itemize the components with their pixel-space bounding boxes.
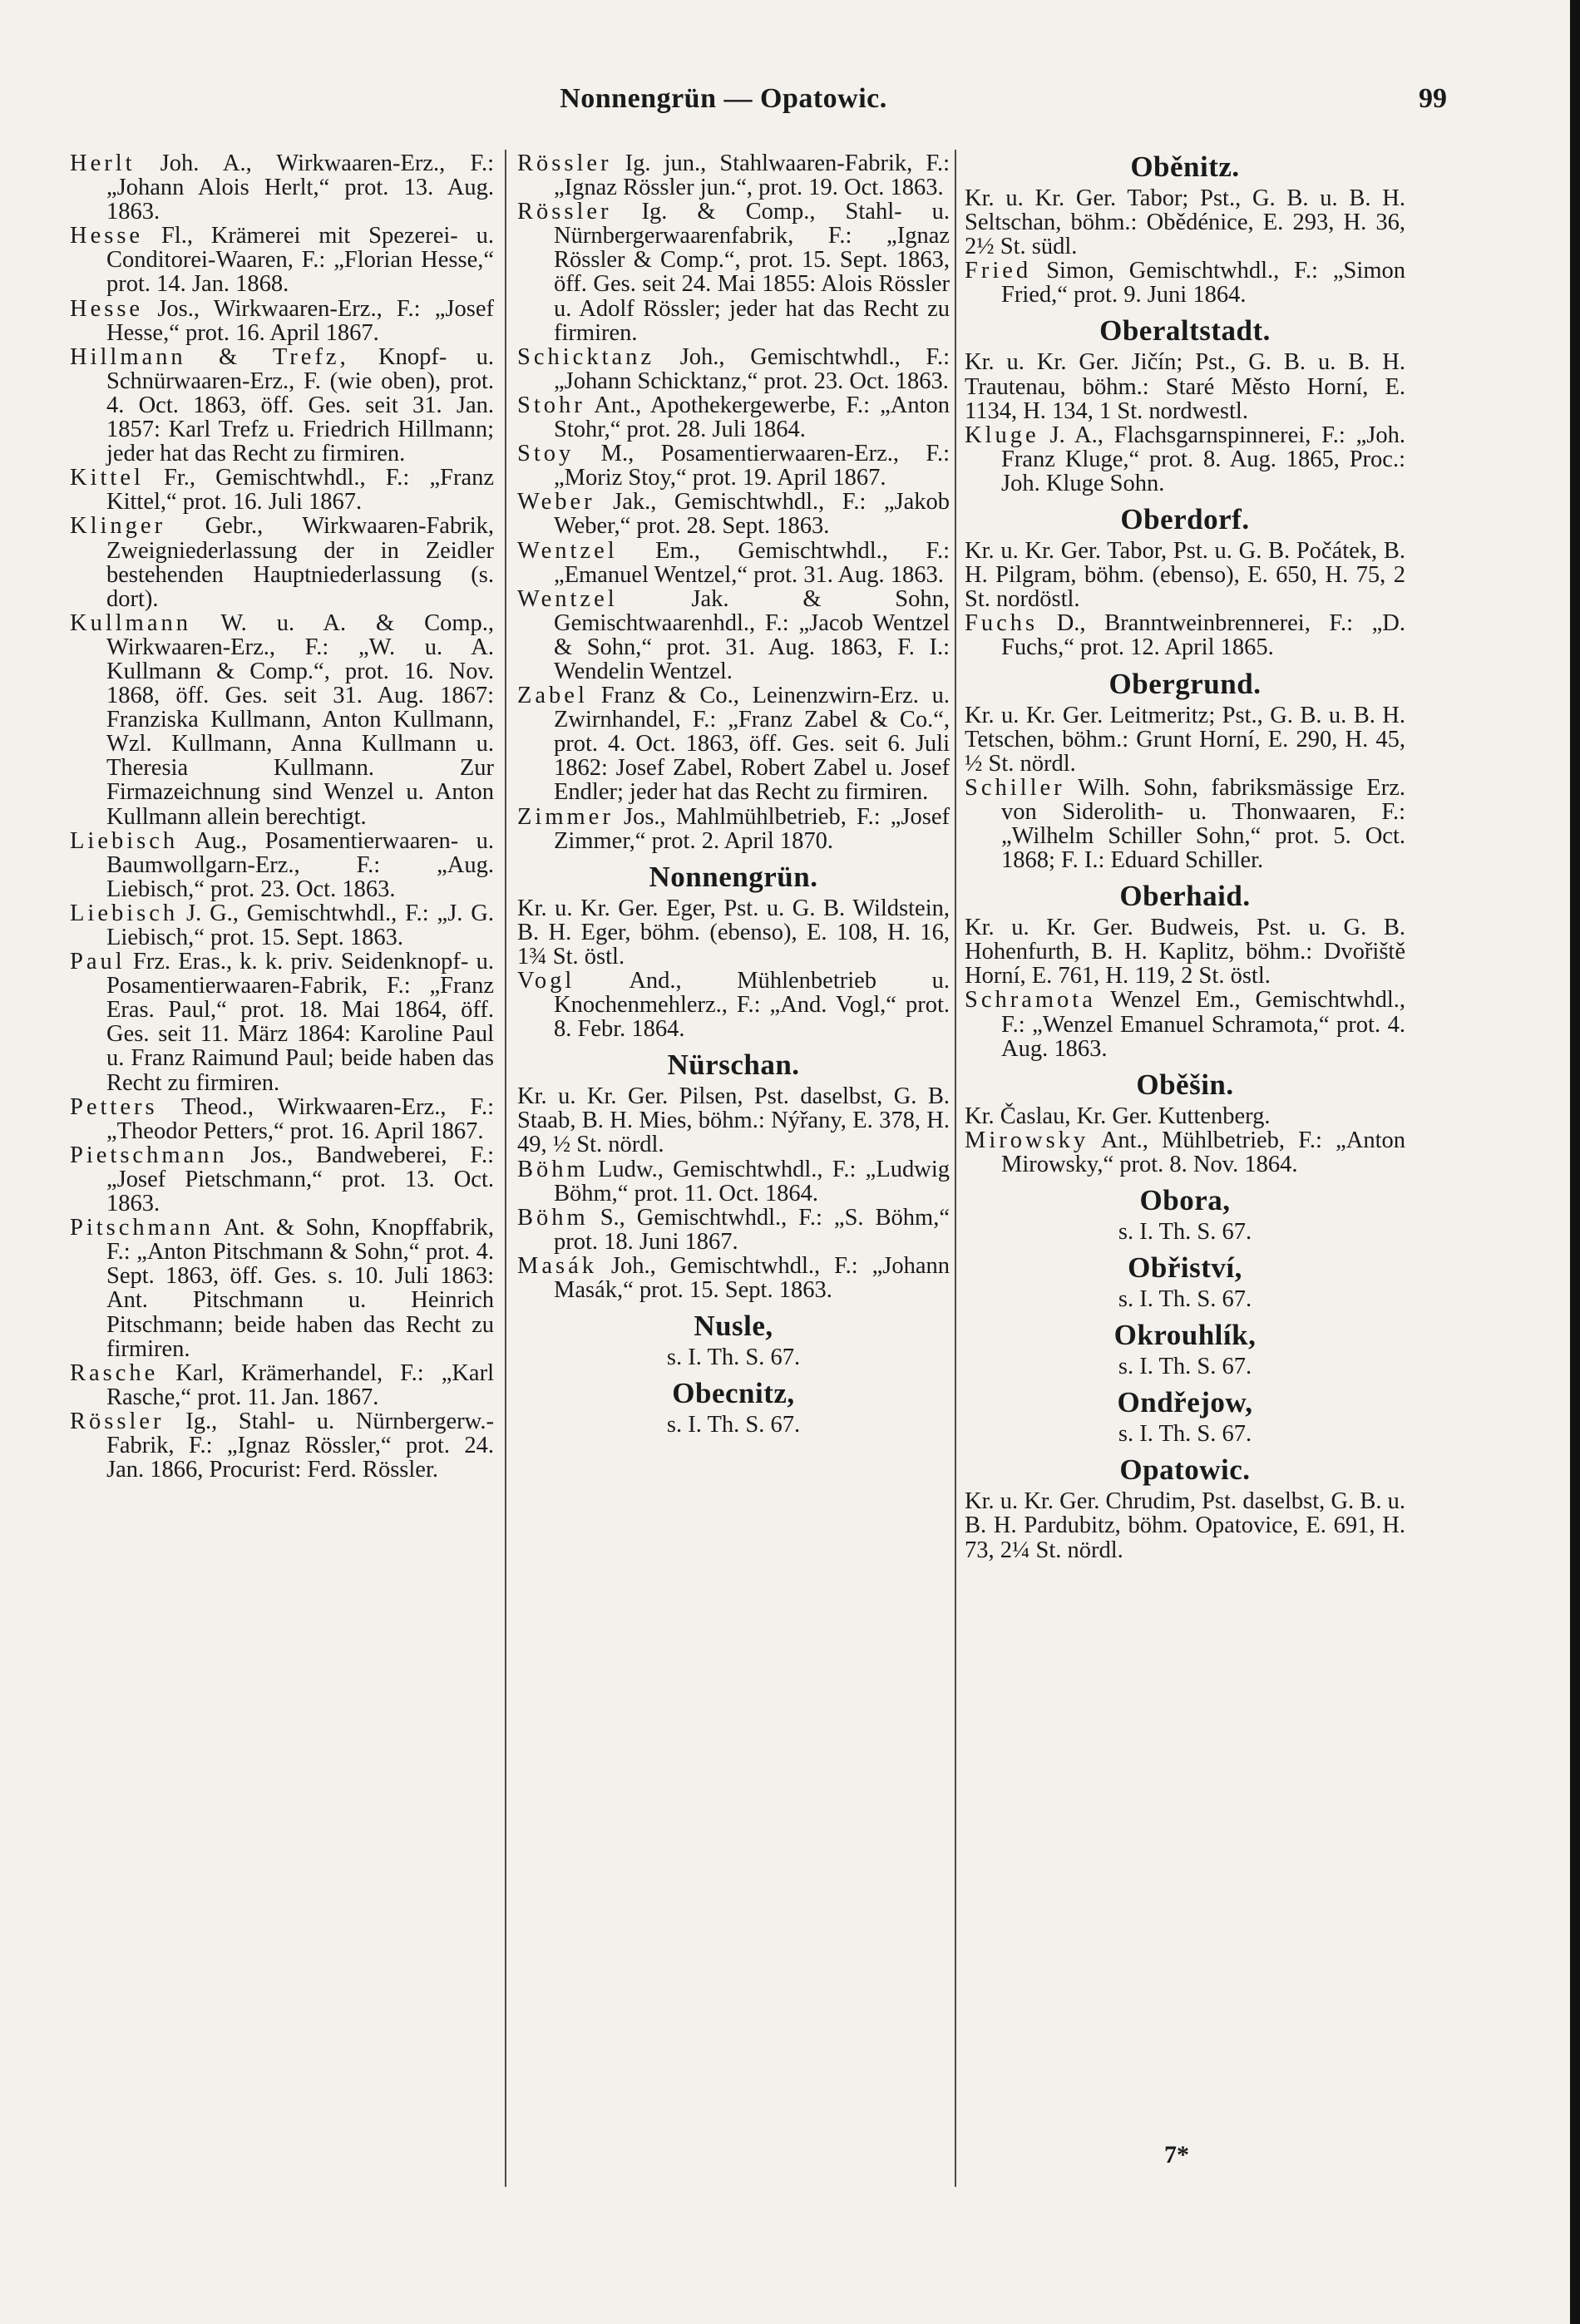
- directory-entry: [70, 1216, 494, 1361]
- directory-entry: [70, 224, 494, 296]
- entry-name: Petters: [70, 1093, 158, 1120]
- directory-entry: [965, 1128, 1405, 1177]
- directory-entry: [517, 200, 950, 345]
- entry-text: Joh., Gemischtwhdl., F.: „Johann Masák,“ prot. 15. Sept. 1863.: [554, 1252, 950, 1304]
- place-description: Kr. u. Kr. Ger. Budweis, Pst. u. G. B. Hohenfurth, B. H. Kaplitz, böhm.: Dvořiště Horní, E. 761, H. 119, 2 St. östl.: [965, 915, 1405, 989]
- column-right: [965, 151, 1405, 1562]
- place-heading: Oberhaid.: [1119, 880, 1251, 913]
- place-heading: Opatowic.: [1119, 1453, 1251, 1487]
- running-head: Nonnengrün — Opatowic.: [560, 83, 887, 114]
- entry-name: Schramota: [965, 987, 1096, 1014]
- entry-name: Hesse: [70, 223, 144, 249]
- column-middle: [517, 151, 950, 1437]
- entry-name: Kluge: [965, 422, 1039, 448]
- entry-text: Jos., Bandweberei, F.: „Josef Pietschmann,“ prot. 13. Oct. 1863.: [106, 1142, 494, 1217]
- place-heading: Oberdorf.: [1120, 503, 1250, 536]
- entry-text: M., Posamentierwaaren-Erz., F.: „Moriz Stoy,“ prot. 19. April 1867.: [554, 441, 950, 491]
- entry-name: Klinger: [70, 513, 166, 540]
- directory-entry: [70, 297, 494, 345]
- entry-name: Fried: [965, 258, 1032, 284]
- entry-text: J. G., Gemischtwhdl., F.: „J. G. Liebisch,“ prot. 15. Sept. 1863.: [106, 900, 494, 950]
- entry-text: Jak., Gemischtwhdl., F.: „Jakob Weber,“ prot. 28. Sept. 1863.: [554, 489, 950, 540]
- directory-entry: [517, 393, 950, 442]
- directory-entry: [517, 969, 950, 1041]
- directory-entry: [965, 259, 1405, 307]
- entry-name: Hillmann & Trefz,: [70, 343, 349, 370]
- entry-text: S., Gemischtwhdl., F.: „S. Böhm,“ prot. 18. Juni 1867.: [554, 1204, 950, 1255]
- directory-entry: [517, 151, 950, 200]
- place-heading: Nürschan.: [667, 1049, 800, 1082]
- place-description: Kr. u. Kr. Ger. Pilsen, Pst. daselbst, G. B. Staab, B. H. Mies, böhm.: Nýřany, E. 378, H. 49, ½ St. nördl.: [517, 1083, 950, 1158]
- entry-text: Fr., Gemischtwhdl., F.: „Franz Kittel,“ prot. 16. Juli 1867.: [106, 465, 494, 516]
- scan-edge: [1570, 0, 1580, 2324]
- entry-name: Schicktanz: [517, 343, 655, 370]
- directory-entry: [965, 423, 1405, 496]
- entry-name: Kullmann: [70, 609, 191, 636]
- entry-text: Jak. & Sohn, Gemischtwaarenhdl., F.: „Jacob Wentzel & Sohn,“ prot. 31. Aug. 1863, F. I.: Wendelin Wentzel.: [554, 585, 950, 684]
- entry-text: Knopf- u. Schnürwaaren-Erz., F. (wie oben), prot. 4. Oct. 1863, öff. Ges. seit 31. Jan. 1857: Karl Trefz u. Friedrich Hillmann; jeder hat das Recht zu firmiren.: [106, 343, 494, 467]
- entry-text: Joh., Gemischtwhdl., F.: „Johann Schicktanz,“ prot. 23. Oct. 1863.: [554, 343, 950, 394]
- place-description: Kr. u. Kr. Ger. Tabor, Pst. u. G. B. Počátek, B. H. Pilgram, böhm. (ebenso), E. 650, H. 75, 2 St. nordöstl.: [965, 538, 1405, 613]
- entry-text: D., Branntweinbrennerei, F.: „D. Fuchs,“ prot. 12. April 1865.: [1001, 610, 1405, 661]
- entry-name: Rössler: [517, 199, 612, 225]
- place-heading: Nonnengrün.: [649, 860, 818, 893]
- entry-text: Joh. A., Wirkwaaren-Erz., F.: „Johann Alois Herlt,“ prot. 13. Aug. 1863.: [106, 150, 494, 225]
- directory-entry: [517, 587, 950, 683]
- cross-reference: s. I. Th. S. 67.: [1118, 1421, 1252, 1448]
- entry-name: Masák: [517, 1252, 597, 1279]
- place-heading: Obora,: [1139, 1184, 1231, 1216]
- entry-text: Gebr., Wirkwaaren-Fabrik, Zweigniederlassung der in Zeidler bestehenden Hauptniederlassung (s. dort).: [106, 513, 494, 612]
- directory-entry: [70, 1409, 494, 1482]
- entry-name: Vogl: [517, 968, 575, 994]
- cross-reference: s. I. Th. S. 67.: [1118, 1286, 1252, 1313]
- entry-text: Wenzel Em., Gemischtwhdl., F.: „Wenzel Emanuel Schramota,“ prot. 4. Aug. 1863.: [1001, 987, 1405, 1062]
- entry-name: Rössler: [517, 150, 612, 176]
- entry-text: Ig. & Comp., Stahl- u. Nürnbergerwaarenfabrik, F.: „Ignaz Rössler & Comp.“, prot. 15. Sept. 1863, öff. Ges. seit 24. Mai 1855: Alois Rössler u. Adolf Rössler; jeder hat das Recht zu firmiren.: [554, 199, 950, 346]
- place-heading: Oběšin.: [1136, 1068, 1234, 1101]
- place-heading: Obřiství,: [1128, 1251, 1242, 1285]
- entry-name: Weber: [517, 489, 595, 516]
- column-rule-right: [955, 150, 956, 2187]
- entry-name: Kittel: [70, 465, 144, 491]
- entry-name: Zabel: [517, 683, 588, 709]
- directory-entry: [517, 1206, 950, 1254]
- entry-name: Rasche: [70, 1359, 159, 1386]
- directory-entry: [70, 1143, 494, 1216]
- directory-entry: [517, 539, 950, 587]
- entry-text: Ludw., Gemischtwhdl., F.: „Ludwig Böhm,“ prot. 11. Oct. 1864.: [554, 1156, 950, 1206]
- entry-name: Hesse: [70, 295, 144, 322]
- column-rule-left: [505, 150, 506, 2187]
- directory-entry: [965, 611, 1405, 659]
- directory-entry: [517, 1254, 950, 1302]
- entry-name: Böhm: [517, 1156, 589, 1182]
- entry-text: Jos., Wirkwaaren-Erz., F.: „Josef Hesse,“ prot. 16. April 1867.: [106, 295, 494, 346]
- entry-text: Em., Gemischtwhdl., F.: „Emanuel Wentzel,“ prot. 31. Aug. 1863.: [554, 537, 950, 588]
- entry-name: Herlt: [70, 150, 136, 176]
- directory-entry: [517, 442, 950, 490]
- cross-reference: s. I. Th. S. 67.: [666, 1345, 801, 1371]
- place-heading: Nusle,: [694, 1310, 773, 1343]
- directory-entry: [70, 514, 494, 610]
- column-left: [70, 151, 494, 1482]
- entry-text: Theod., Wirkwaaren-Erz., F.: „Theodor Petters,“ prot. 16. April 1867.: [106, 1093, 494, 1144]
- entry-name: Wentzel: [517, 537, 618, 564]
- place-description: Kr. u. Kr. Ger. Tabor; Pst., G. B. u. B. H. Seltschan, böhm.: Obědénice, E. 293, H. 36, 2½ St. südl.: [965, 185, 1405, 260]
- entry-text: Ig., Stahl- u. Nürnbergerw.-Fabrik, F.: „Ignaz Rössler,“ prot. 24. Jan. 1866, Procurist: Ferd. Rössler.: [106, 1408, 494, 1483]
- place-heading: Obecnitz,: [672, 1377, 795, 1410]
- entry-text: Simon, Gemischtwhdl., F.: „Simon Fried,“ prot. 9. Juni 1864.: [1001, 258, 1405, 308]
- entry-name: Zimmer: [517, 803, 614, 830]
- cross-reference: s. I. Th. S. 67.: [1118, 1219, 1252, 1245]
- directory-entry: [517, 683, 950, 804]
- entry-text: And., Mühlenbetrieb u. Knochenmehlerz., F.: „And. Vogl,“ prot. 8. Febr. 1864.: [554, 968, 950, 1043]
- entry-text: Aug., Posamentierwaaren- u. Baumwollgarn-Erz., F.: „Aug. Liebisch,“ prot. 23. Oct. 1863.: [106, 827, 494, 902]
- place-description: Kr. Časlau, Kr. Ger. Kuttenberg.: [965, 1103, 1271, 1129]
- entry-text: Jos., Mahlmühlbetrieb, F.: „Josef Zimmer,“ prot. 2. April 1870.: [554, 803, 950, 854]
- place-description: Kr. u. Kr. Ger. Leitmeritz; Pst., G. B. u. B. H. Tetschen, böhm.: Grunt Horní, E. 290, H. 45, ½ St. nördl.: [965, 702, 1405, 777]
- page-number: 99: [1419, 83, 1447, 114]
- directory-entry: [965, 988, 1405, 1060]
- entry-name: Liebisch: [70, 827, 179, 854]
- directory-entry: [70, 151, 494, 224]
- entry-name: Pitschmann: [70, 1215, 214, 1241]
- place-heading: Obergrund.: [1108, 667, 1262, 700]
- entry-name: Stoy: [517, 441, 575, 467]
- entry-text: Frz. Eras., k. k. priv. Seidenknopf- u. Posamentierwaaren-Fabrik, F.: „Franz Eras. Paul,“ prot. 18. Mai 1864, öff. Ges. seit 11. März 1864: Karoline Paul u. Franz Raimund Paul; beide haben das Recht zu firmiren.: [106, 949, 494, 1096]
- entry-text: Ant., Mühlbetrieb, F.: „Anton Mirowsky,“ prot. 8. Nov. 1864.: [1001, 1127, 1405, 1177]
- entry-text: Ant. & Sohn, Knopffabrik, F.: „Anton Pitschmann & Sohn,“ prot. 4. Sept. 1863, öff. Ges. s. 10. Juli 1863: Ant. Pitschmann u. Heinrich Pitschmann; beide haben das Recht zu firmiren.: [106, 1215, 494, 1362]
- directory-entry: [70, 1361, 494, 1409]
- place-description: Kr. u. Kr. Ger. Eger, Pst. u. G. B. Wildstein, B. H. Eger, böhm. (ebenso), E. 108, H. 16, 1¾ St. östl.: [517, 895, 950, 970]
- entry-text: Ant., Apothekergewerbe, F.: „Anton Stohr,“ prot. 28. Juli 1864.: [554, 392, 950, 443]
- directory-entry: [70, 611, 494, 829]
- entry-text: Karl, Krämerhandel, F.: „Karl Rasche,“ prot. 11. Jan. 1867.: [106, 1359, 494, 1410]
- cross-reference: s. I. Th. S. 67.: [666, 1412, 801, 1438]
- entry-text: W. u. A. & Comp., Wirkwaaren-Erz., F.: „W. u. A. Kullmann & Comp.“, prot. 16. Nov. 1868, öff. Ges. seit 31. Aug. 1867: Franziska Kullmann, Anton Kullmann, Wzl. Kullmann, Anna Kullmann u. Theresia Kullmann. Zur Firmazeichnung sind Wenzel u. Anton Kullmann allein berechtigt.: [106, 609, 494, 830]
- entry-name: Schiller: [965, 774, 1065, 801]
- directory-entry: [517, 805, 950, 853]
- directory-entry: [517, 345, 950, 393]
- entry-name: Wentzel: [517, 585, 618, 612]
- entry-text: Fl., Krämerei mit Spezerei- u. Conditorei-Waaren, F.: „Florian Hesse,“ prot. 14. Jan. 1868.: [106, 223, 494, 298]
- entry-name: Stohr: [517, 392, 585, 418]
- directory-entry: [70, 950, 494, 1095]
- directory-entry: [70, 466, 494, 514]
- entry-name: Paul: [70, 949, 126, 975]
- directory-entry: [70, 1095, 494, 1143]
- entry-name: Liebisch: [70, 900, 179, 926]
- place-description: Kr. u. Kr. Ger. Chrudim, Pst. daselbst, G. B. u. B. H. Pardubitz, böhm. Opatovice, E. 691, H. 73, 2¼ St. nördl.: [965, 1488, 1405, 1563]
- place-description: Kr. u. Kr. Ger. Jičín; Pst., G. B. u. B. H. Trautenau, böhm.: Staré Město Horní, E. 1134, H. 134, 1 St. nordwestl.: [965, 349, 1405, 424]
- entry-text: Ig. jun., Stahlwaaren-Fabrik, F.: „Ignaz Rössler jun.“, prot. 19. Oct. 1863.: [554, 150, 950, 201]
- entry-text: J. A., Flachsgarnspinnerei, F.: „Joh. Franz Kluge,“ prot. 8. Aug. 1865, Proc.: Joh. Kluge Sohn.: [1001, 422, 1405, 496]
- place-heading: Oběnitz.: [1130, 150, 1240, 183]
- signature-mark: 7*: [1164, 2141, 1189, 2169]
- directory-entry: [965, 776, 1405, 872]
- entry-name: Mirowsky: [965, 1127, 1089, 1153]
- directory-entry: [517, 490, 950, 538]
- directory-entry: [517, 1157, 950, 1206]
- entry-name: Fuchs: [965, 610, 1039, 637]
- cross-reference: s. I. Th. S. 67.: [1118, 1354, 1252, 1380]
- place-heading: Ondřejow,: [1117, 1386, 1253, 1419]
- entry-text: Franz & Co., Leinenzwirn-Erz. u. Zwirnhandel, F.: „Franz Zabel & Co.“, prot. 4. Oct. 1863, öff. Ges. seit 6. Juli 1862: Josef Zabel, Robert Zabel u. Josef Endler; jeder hat das Recht zu firmiren.: [554, 683, 950, 806]
- entry-name: Böhm: [517, 1204, 589, 1231]
- place-heading: Okrouhlík,: [1113, 1319, 1257, 1352]
- directory-entry: [70, 901, 494, 950]
- entry-text: Wilh. Sohn, fabriksmässige Erz. von Siderolith- u. Thonwaaren, F.: „Wilhelm Schiller Sohn,“ prot. 5. Oct. 1868; F. I.: Eduard Schiller.: [1001, 774, 1405, 874]
- entry-name: Pietschmann: [70, 1142, 228, 1168]
- directory-entry: [70, 345, 494, 466]
- directory-entry: [70, 829, 494, 901]
- entry-name: Rössler: [70, 1408, 165, 1434]
- place-heading: Oberaltstadt.: [1099, 314, 1271, 348]
